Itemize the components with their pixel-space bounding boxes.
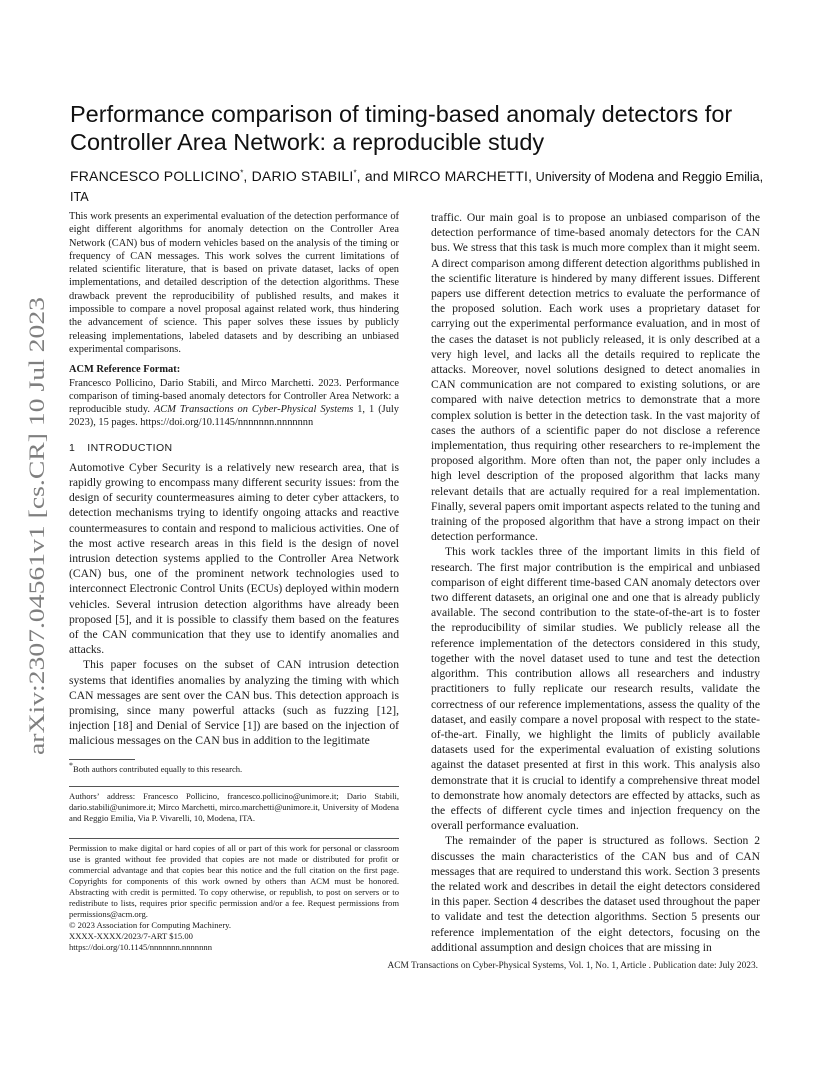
footnote-divider xyxy=(69,759,135,760)
right-paragraph-3: The remainder of the paper is structured as follows. Section 2 discusses the main characteristics of the CAN bus and of CAN messages that are required to understand this work. Section 3 presents the related work and describes in detail the eight detectors considered in this paper. Section 4 describes the dataset used throughout the paper to validate and test the detection algorithms. Section 5 presents our reference implementation of the eight detectors, focusing on the additional assumption and design choices that are missing in xyxy=(431,834,760,954)
author-2-marker: * xyxy=(353,168,357,178)
right-paragraph-2: This work tackles three of the important limits in this field of research. The first major contribution is the empirical and unbiased comparison of eight different time-based CAN anomaly detectors over two different datasets, an original one and one that is already publicly available. The second contribution to the state-of-the-art is to foster the reproducibility of similar studies. We publicly release all the reference implementation of the detectors considered in this study, together with the novel dataset used to tune and test the detection algorithm. This contribution allows all researchers and industry practitioners to fully replicate our research results, validate the correctness of our reference implementations, assess the quality of the dataset, and easily compare a novel proposal with respect to the state-of-the-art. Finally, we highlight the limits of publicly available datasets used for the experimental evaluation of existing solutions against the dataset presented at first in this work. This analysis also demonstrate that it is crucial to identify a comprehensive threat model to demonstrate how anomaly detectors are effected by attacks, such as the effects of different cycle times and injection frequency on the overall performance evaluation. xyxy=(431,545,760,833)
title-line-2: Controller Area Network: a reproducible study xyxy=(70,129,545,155)
section-number: 1 xyxy=(69,441,76,454)
author-1: FRANCESCO POLLICINO xyxy=(70,168,241,184)
right-column xyxy=(431,210,760,955)
authors-address: Authors’ address: Francesco Pollicino, francesco.pollicino@unimore.it; Dario Stabili, dario.stabili@unimore.it; Mirco Marchetti, mirco.marchetti@unimore.it, University of Modena and Reggio Emilia, Via P. Vivarelli, 10, Modena, ITA. xyxy=(69,790,399,823)
left-column xyxy=(69,210,399,953)
copyright-line: © 2023 Association for Computing Machinery. xyxy=(69,919,232,930)
acm-reference-heading: ACM Reference Format: xyxy=(69,364,181,376)
author-3: MIRCO MARCHETTI xyxy=(392,168,529,184)
author-separator-2: , and xyxy=(356,168,393,184)
acm-reference-after: 1, 1 (July 2023), 15 pages. https://doi.org/10.1145/nnnnnnn.nnnnnnn xyxy=(69,404,399,429)
permission-notice: Permission to make digital or hard copies of all or part of this work for personal or classroom use is granted without fee provided that copies are not made or distributed for profit or commercial advantage and that copies bear this notice and the full citation on the first page. Copyrights for components of this work owned by others than ACM must be honored. Abstracting with credit is permitted. To copy otherwise, or republish, to post on servers or to redistribute to lists, requires prior specific permission and/or a fee. Request permissions from permissions@acm.org. xyxy=(69,842,399,919)
paper-title xyxy=(70,100,770,156)
author-separator-1: , xyxy=(243,168,252,184)
right-paragraph-1: traffic. Our main goal is to propose an unbiased comparison of the detection performance of time-based anomaly detectors for the CAN bus. We stress that this task is much more complex than it might seem. A direct comparison among different detection algorithms published in the scientific literature is hindered by many different issues. Different papers use different detection metrics to evaluate the performance of the proposed solution. Each work uses a proprietary dataset for carrying out the experimental performance evaluation, and in most of the cases the dataset is not publicly released, it is only described at a very high level, and lacks all the details required to replicate the attacks. Moreover, novel solutions designed to detect anomalies in CAN communication are not compared to existing solutions, or are compared with naive detection metrics to demonstrate that a more complex solution is better in the detection task. In the vast majority of cases the authors of a scientific paper do not disclose a reference implementation, thus requiring other researchers to re-implement the proposed algorithm. More often than not, the paper only includes a high level description of the proposed algorithm that lacks many relevant details that are actually required for a real implementation. Finally, several papers omit important aspects related to the tuning and training of the proposed algorithm that have a strong impact on their detection performance. xyxy=(431,211,760,544)
author-1-marker: * xyxy=(240,168,244,178)
author-affiliation: University of Modena and Reggio Emilia, ITA xyxy=(70,170,764,204)
title-line-1: Performance comparison of timing-based anomaly detectors for xyxy=(70,101,733,127)
section-heading-introduction xyxy=(69,442,399,454)
author-block: FRANCESCO POLLICINO*, DARIO STABILI*, and MIRCO MARCHETTI, University of Modena and Reggio Emilia, ITA xyxy=(70,168,764,204)
acm-reference-before: Francesco Pollicino, Dario Stabili, and Mirco Marchetti. 2023. Performance comparison of timing-based anomaly detectors for Controller Area Network: a reproducible study. xyxy=(69,377,399,416)
author-2: DARIO STABILI xyxy=(251,168,354,184)
abstract: This work presents an experimental evaluation of the detection performance of eight different algorithms for anomaly detection on the Controller Area Network (CAN) bus of modern vehicles based on the analysis of the timing or frequency of CAN messages. This work solves the current limitations of related scientific literature, that is based on private dataset, lacks of open implementations, and detailed description of the detection algorithms. These drawback prevent the reproducibility of published results, and makes it impossible to compare a novel proposal against related work, thus hindering the advancement of science. This paper solves these issues by publicly releasing implementations, labeled datasets and by describing an unbiased experimental comparisons. xyxy=(69,211,399,355)
footnote-text: Both authors contributed equally to this research. xyxy=(73,763,243,774)
address-divider xyxy=(69,786,399,787)
section-title: INTRODUCTION xyxy=(87,441,173,454)
arxiv-stamp xyxy=(22,295,52,755)
doi-line: https://doi.org/10.1145/nnnnnnn.nnnnnnn xyxy=(69,941,212,952)
running-footer: ACM Transactions on Cyber-Physical Systems, Vol. 1, No. 1, Article . Publication date: July 2023. xyxy=(387,961,758,971)
issn-line: XXXX-XXXX/2023/7-ART $15.00 xyxy=(69,930,193,941)
permission-divider xyxy=(69,838,399,839)
intro-paragraph-1: Automotive Cyber Security is a relatively new research area, that is rapidly growing to encompass many different security issues: from the design of security countermeasures aiming to deter cyber attackers, to detection mechanisms trying to identify ongoing attacks and reactive countermeasures to contain and respond to malicious activities. One of the most active research areas in this field is the design of novel intrusion detection systems applied to the Controller Area Network (CAN) bus, one of the prominent network technologies used to interconnect Electronic Control Units (ECUs) deployed within modern vehicles. Several intrusion detection algorithms have already been proposed [5], and it is possible to classify them based on the features of the CAN communication that they use to identify anomalies and attacks. xyxy=(69,460,399,657)
intro-paragraph-2: This paper focuses on the subset of CAN intrusion detection systems that identifies anomalies by analyzing the timing with which CAN messages are sent over the CAN bus. This detection approach is promising, since many powerful attacks (such as fuzzing [12], injection [18] and Denial of Service [1]) are based on the injection of malicious messages on the CAN bus in addition to the legitimate xyxy=(69,658,399,748)
footnote xyxy=(69,760,399,775)
acm-reference-text xyxy=(69,377,399,430)
acm-reference-journal: ACM Transactions on Cyber-Physical Systems xyxy=(153,404,354,416)
arxiv-stamp-text: arXiv:2307.04561v1 [cs.CR] 10 Jul 2023 xyxy=(24,390,49,755)
footnote-marker: * xyxy=(69,760,73,770)
